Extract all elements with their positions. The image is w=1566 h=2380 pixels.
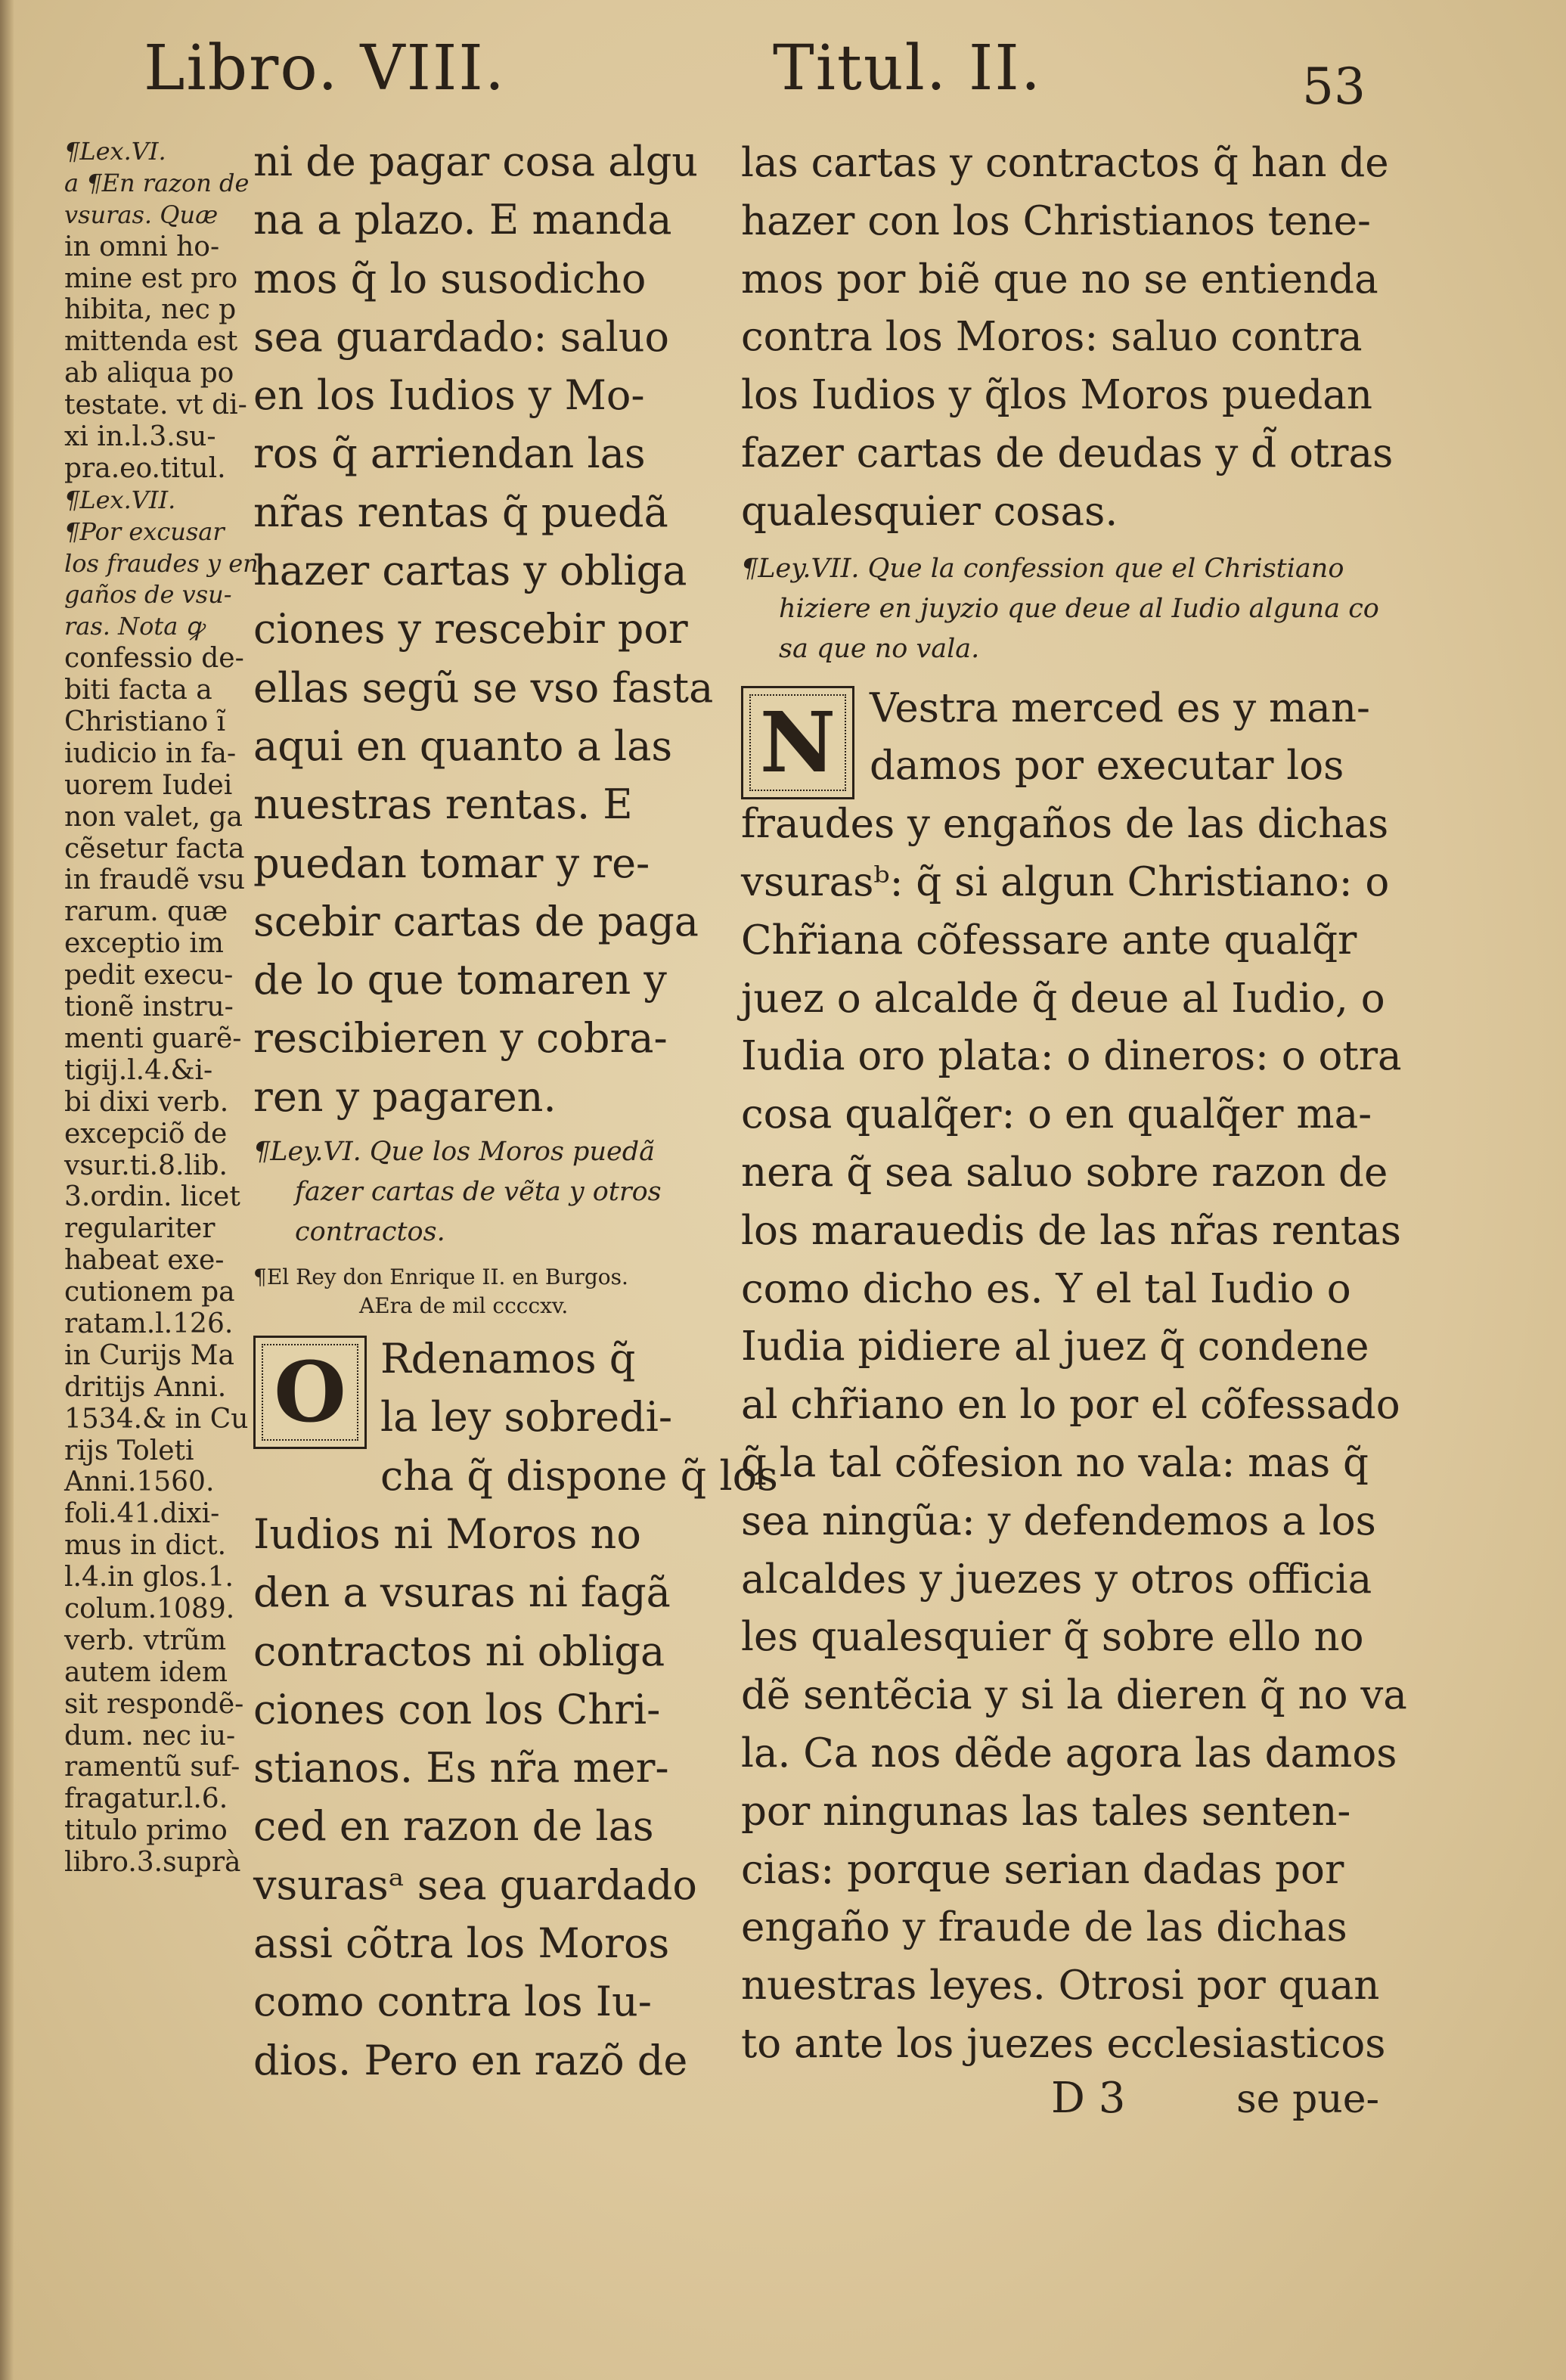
margin-note-line: ratam.l.126. [64, 1308, 234, 1339]
text-line: cosa qualq̃er: o en qualq̃er ma- [741, 1091, 1372, 1138]
text-line: en los Iudios y Mo- [253, 371, 645, 420]
text-line: cias: porque serian dadas por [741, 1846, 1344, 1893]
text-line: como dicho es. Y el tal Iudio o [741, 1265, 1351, 1312]
margin-note-line: vsur.ti.8.lib. [64, 1150, 228, 1181]
margin-note-line: gaños de vsu- [64, 580, 232, 610]
text-line: los marauedis de las nr̃as rentas [741, 1207, 1401, 1254]
text-line: juez o alcalde q̃ deue al Iudio, o [741, 975, 1385, 1022]
text-line: Iudios ni Moros no [253, 1510, 641, 1558]
text-line: nuestras rentas. E [253, 780, 633, 829]
margin-note-line: a ¶En razon de [64, 168, 250, 197]
margin-note-line: vsuras. Quæ [64, 200, 219, 229]
right-column-text-top [741, 135, 1406, 541]
ley-vi-heading [253, 1132, 696, 1252]
text-line: dios. Pero en razõ de [253, 2036, 688, 2084]
margin-note-line: iudicio in fa- [64, 737, 237, 769]
text-line: al chr̃iano en lo por el cõfessado [741, 1382, 1400, 1429]
text-line: ros q̃ arriendan las [253, 430, 646, 478]
catchword: se pue- [1236, 2076, 1380, 2122]
margin-note-line: ¶Lex.VII. [64, 485, 176, 514]
margin-note-line: non valet, ga [64, 801, 243, 833]
margin-note-line: excepciõ de [64, 1118, 228, 1150]
signature-mark: D 3 [1051, 2073, 1126, 2123]
text-line: q̃ la tal cõfesion no vala: mas q̃ [741, 1439, 1369, 1486]
margin-note-line: libro.3.suprà [64, 1847, 241, 1879]
source-line: ¶El Rey don Enrique II. en Burgos. [253, 1264, 628, 1290]
text-line: nr̃as rentas q̃ puedã [253, 488, 668, 536]
margin-note-line: ramentũ suf- [64, 1752, 240, 1783]
text-line: nera q̃ sea saluo sobre razon de [741, 1149, 1388, 1196]
text-line: na a plazo. E manda [253, 196, 672, 244]
right-column-text-bottom [741, 796, 1406, 2074]
margin-note-line: tigij.l.4.&i- [64, 1054, 213, 1086]
text-line: mos por biẽ que no se entienda [741, 256, 1378, 303]
text-line: las cartas y contractos q̃ han de [741, 140, 1389, 186]
margin-note-line: xi in.l.3.su- [64, 421, 216, 453]
binding-edge [0, 0, 14, 2380]
ley-heading-line: ¶Ley.VI. Que los Moros puedã [253, 1137, 655, 1168]
text-line: Rdenamos q̃ [380, 1335, 636, 1383]
source-attribution [253, 1263, 696, 1320]
margin-note-line: bi dixi verb. [64, 1086, 229, 1118]
margin-note-line: mine est pro [64, 262, 238, 294]
marginal-gloss [64, 136, 259, 1879]
drop-cap-paragraph [741, 680, 1406, 796]
ley-heading-line: ¶Ley.VII. Que la confession que el Christiano [741, 553, 1344, 584]
text-line: Iudia oro plata: o dineros: o otra [741, 1033, 1402, 1080]
text-line: damos por executar los [870, 743, 1344, 790]
text-line: fazer cartas de deudas y d̃ otras [741, 430, 1394, 476]
margin-note-line: 3.ordin. licet [64, 1181, 240, 1213]
text-line: to ante los juezes ecclesiasticos [741, 2020, 1386, 2067]
text-line: contractos ni obliga [253, 1627, 665, 1675]
margin-note-line: 1534.& in Cu [64, 1403, 249, 1435]
margin-note-line: dritijs Anni. [64, 1371, 227, 1403]
margin-note-line: pedit execu- [64, 960, 234, 991]
text-line: engaño y fraude de las dichas [741, 1904, 1347, 1951]
running-head-title: Titul. II. [773, 33, 1042, 104]
text-line: ni de pagar cosa algu [253, 138, 699, 185]
ley-vii-heading [741, 549, 1406, 669]
margin-note-line: mittenda est [64, 326, 238, 358]
text-line: por ningunas las tales senten- [741, 1788, 1351, 1835]
left-column-text-bottom [253, 1505, 696, 2090]
text-line: como contra los Iu- [253, 1978, 653, 2026]
text-line: hazer con los Christianos tene- [741, 197, 1371, 244]
margin-note-line: colum.1089. [64, 1593, 235, 1624]
margin-note-line: habeat exe- [64, 1245, 225, 1277]
text-line: puedan tomar y re- [253, 839, 650, 887]
margin-note-line: pra.eo.titul. [64, 452, 226, 484]
margin-note-line: mus in dict. [64, 1530, 227, 1562]
margin-note-line: testate. vt di- [64, 389, 247, 421]
text-line: vsurasᵃ sea guardado [253, 1860, 697, 1909]
page-number: 53 [1302, 57, 1366, 116]
margin-note-line: sit respondẽ- [64, 1688, 244, 1720]
text-line: nuestras leyes. Otrosi por quan [741, 1963, 1380, 2009]
text-line: la. Ca nos dẽde agora las damos [741, 1730, 1397, 1776]
ley-heading-line: contractos. [295, 1217, 445, 1248]
text-line: hazer cartas y obliga [253, 547, 687, 595]
decorated-initial-O: O [253, 1336, 367, 1449]
text-line: alcaldes y juezes y otros officia [741, 1556, 1372, 1603]
margin-note-line: menti guarẽ- [64, 1022, 242, 1054]
margin-note-line: ¶Lex.VI. [64, 137, 166, 166]
margin-note-line: rarum. quæ [64, 896, 228, 928]
margin-note-line: autem idem [64, 1656, 228, 1688]
text-line: ciones con los Chri- [253, 1685, 661, 1733]
drop-cap-paragraph [253, 1330, 778, 1505]
text-line: la ley sobredi- [380, 1393, 673, 1441]
text-line: scebir cartas de paga [253, 897, 699, 945]
text-line: contra los Moros: saluo contra [741, 314, 1363, 361]
margin-note-line: regulariter [64, 1213, 216, 1245]
text-line: sea guardado: saluo [253, 312, 670, 361]
text-line: assi cõtra los Moros [253, 1919, 670, 1968]
text-line: cha q̃ dispone q̃ los [380, 1451, 778, 1500]
margin-note-line: Christiano ĩ [64, 706, 226, 738]
source-line: AEra de mil ccccxv. [359, 1293, 569, 1319]
text-line: ellas segũ se vso fasta [253, 663, 714, 712]
text-line: de lo que tomaren y [253, 956, 667, 1004]
text-line: stianos. Es nr̃a mer- [253, 1744, 669, 1792]
margin-note-line: verb. vtrũm [64, 1624, 227, 1656]
margin-note-line: foli.41.dixi- [64, 1498, 220, 1530]
text-line: ced en razon de las [253, 1802, 654, 1851]
margin-note-line: tionẽ instru- [64, 991, 234, 1023]
text-line: ren y pagaren. [253, 1072, 557, 1121]
text-line: Vestra merced es y man- [870, 684, 1370, 731]
text-column-left [253, 132, 778, 2090]
margin-note-line: in omni ho- [64, 231, 220, 262]
text-line: aqui en quanto a las [253, 721, 673, 770]
text-line: vsurasᵇ: q̃ si algun Christiano: o [741, 858, 1390, 905]
margin-note-line: uorem Iudei [64, 769, 233, 801]
page-footer [741, 2074, 1406, 2127]
margin-note-line: cẽsetur facta [64, 833, 245, 864]
text-column-right [741, 135, 1406, 2127]
margin-note-line: l.4.in glos.1. [64, 1562, 234, 1593]
text-line: sea ningũa: y defendemos a los [741, 1497, 1376, 1544]
margin-note-line: dum. nec iu- [64, 1720, 236, 1752]
text-line: fraudes y engaños de las dichas [741, 801, 1389, 848]
ley-heading-line: hiziere en juyzio que deue al Iudio alguna co [779, 593, 1379, 624]
margin-note-line: confessio de- [64, 643, 244, 675]
text-line: den a vsuras ni fagã [253, 1569, 671, 1617]
margin-note-line: exceptio im [64, 928, 224, 960]
text-line: los Iudios y q̃los Moros puedan [741, 372, 1372, 419]
decorated-initial-N: N [741, 686, 854, 799]
margin-note-line: ab aliqua po [64, 358, 234, 389]
text-line: dẽ sentẽcia y si la dieren q̃ no va [741, 1672, 1407, 1719]
ley-heading-line: fazer cartas de vẽta y otros [295, 1177, 662, 1208]
text-line: ciones y rescebir por [253, 605, 688, 653]
margin-note-line: in fraudẽ vsu [64, 864, 246, 896]
text-line: Iudia pidiere al juez q̃ condene [741, 1323, 1369, 1370]
text-line: qualesquier cosas. [741, 488, 1118, 535]
margin-note-line: Anni.1560. [64, 1466, 215, 1498]
margin-note-line: in Curijs Ma [64, 1339, 234, 1371]
left-column-text-top [253, 132, 714, 1126]
margin-note-line: hibita, nec p [64, 294, 237, 326]
text-line: les qualesquier q̃ sobre ello no [741, 1614, 1364, 1661]
margin-note-line: titulo primo [64, 1815, 228, 1847]
margin-note-line: ras. Nota ꝙ [64, 612, 204, 641]
margin-note-line: ¶Por excusar [64, 517, 225, 546]
margin-note-line: fragatur.l.6. [64, 1783, 228, 1815]
margin-note-line: los fraudes y en [64, 548, 259, 578]
margin-note-line: biti facta a [64, 675, 212, 706]
text-line: Chr̃iana cõfessare ante qualq̃r [741, 917, 1357, 963]
ley-heading-line: sa que no vala. [779, 633, 980, 664]
margin-note-line: cutionem pa [64, 1277, 235, 1308]
text-line: mos q̃ lo susodicho [253, 254, 647, 303]
running-head-book: Libro. VIII. [144, 33, 506, 104]
margin-note-line: rijs Toleti [64, 1435, 194, 1466]
text-line: rescibieren y cobra- [253, 1014, 668, 1063]
